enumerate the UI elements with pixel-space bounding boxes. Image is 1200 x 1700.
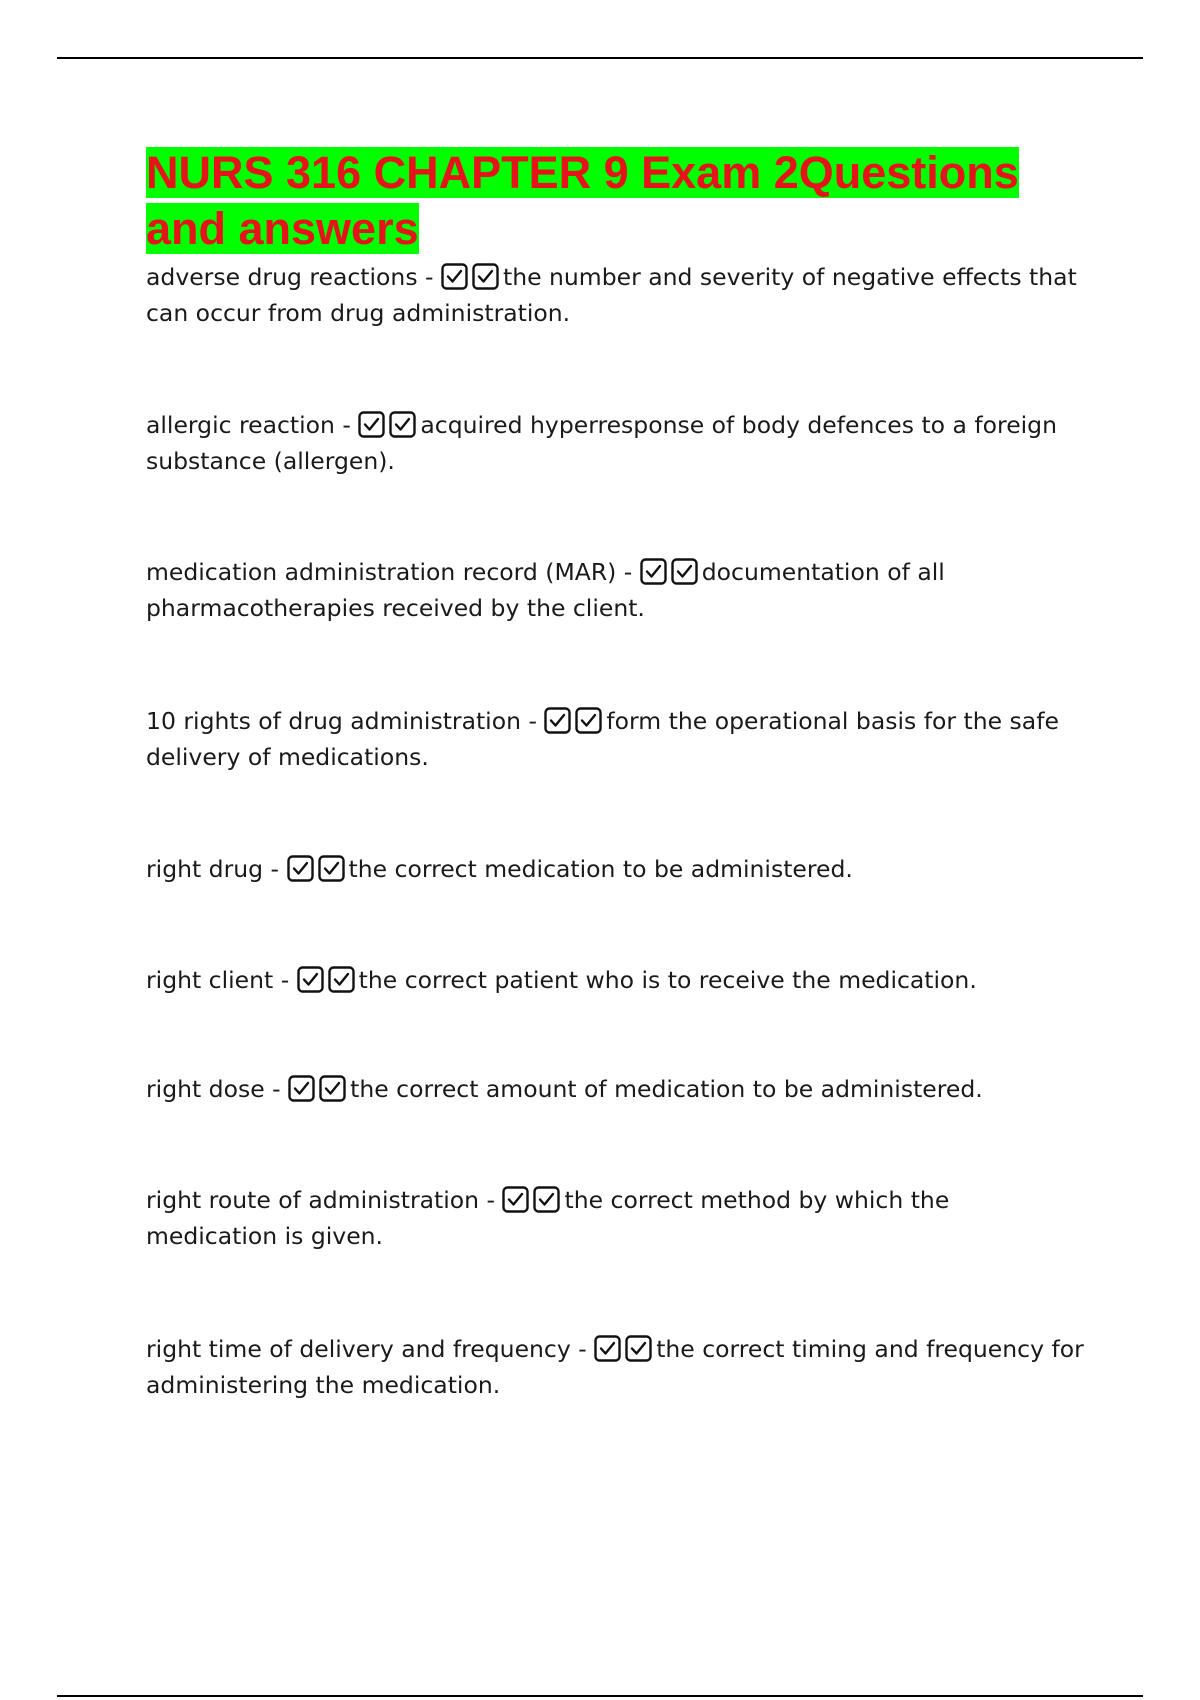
checkbox-checked-icon: [625, 1335, 652, 1362]
checkbox-checked-icon: [502, 1186, 529, 1213]
checkbox-checked-icon: [287, 855, 314, 882]
document-content: [146, 145, 1086, 1399]
qa-definition: form the operational basis for the safe delivery of medications.: [146, 707, 1059, 771]
checkbox-checked-icon: [358, 411, 385, 438]
checkbox-checked-icon: [533, 1186, 560, 1213]
qa-definition: the correct amount of medication to be administered.: [350, 1075, 983, 1103]
qa-entry: [146, 1331, 1086, 1403]
checkbox-checked-icon: [441, 263, 468, 290]
qa-entry: [146, 703, 1086, 775]
qa-entry: [146, 851, 1086, 887]
checkbox-checked-icon: [319, 1075, 346, 1102]
checkbox-checked-icon: [318, 855, 345, 882]
qa-term: right client -: [146, 966, 297, 994]
checkbox-checked-icon: [575, 707, 602, 734]
checkbox-checked-icon: [389, 411, 416, 438]
bottom-rule: [57, 1695, 1143, 1697]
checkbox-checked-icon: [594, 1335, 621, 1362]
qa-entry: [146, 1182, 1086, 1254]
qa-entry: [146, 962, 1086, 998]
checkbox-checked-icon: [328, 966, 355, 993]
qa-entry: [146, 407, 1086, 479]
qa-entry: [146, 554, 1086, 626]
checkbox-checked-icon: [288, 1075, 315, 1102]
checkbox-checked-icon: [640, 558, 667, 585]
checkbox-checked-icon: [671, 558, 698, 585]
qa-term: right route of administration -: [146, 1186, 503, 1214]
qa-term: right dose -: [146, 1075, 289, 1103]
qa-definition: acquired hyperresponse of body defences to a foreign substance (allergen).: [146, 411, 1057, 475]
document-title: [146, 145, 1086, 257]
qa-term: 10 rights of drug administration -: [146, 707, 545, 735]
checkbox-checked-icon: [297, 966, 324, 993]
qa-term: medication administration record (MAR) -: [146, 558, 640, 586]
document-title-text: NURS 316 CHAPTER 9 Exam 2Questions and answers: [146, 147, 1019, 254]
qa-term: allergic reaction -: [146, 411, 359, 439]
top-rule: [57, 57, 1143, 59]
qa-definition: the number and severity of negative effects that can occur from drug administration.: [146, 263, 1077, 327]
checkbox-checked-icon: [544, 707, 571, 734]
qa-term: right drug -: [146, 855, 287, 883]
qa-definition: the correct medication to be administered.: [348, 855, 853, 883]
qa-entry: [146, 259, 1086, 331]
checkbox-checked-icon: [472, 263, 499, 290]
qa-definition: the correct timing and frequency for administering the medication.: [146, 1335, 1084, 1399]
qa-definition: the correct method by which the medication is given.: [146, 1186, 950, 1250]
qa-term: adverse drug reactions -: [146, 263, 441, 291]
qa-definition: the correct patient who is to receive the medication.: [358, 966, 977, 994]
qa-definition: documentation of all pharmacotherapies received by the client.: [146, 558, 945, 622]
qa-term: right time of delivery and frequency -: [146, 1335, 595, 1363]
qa-entry: [146, 1071, 1086, 1107]
